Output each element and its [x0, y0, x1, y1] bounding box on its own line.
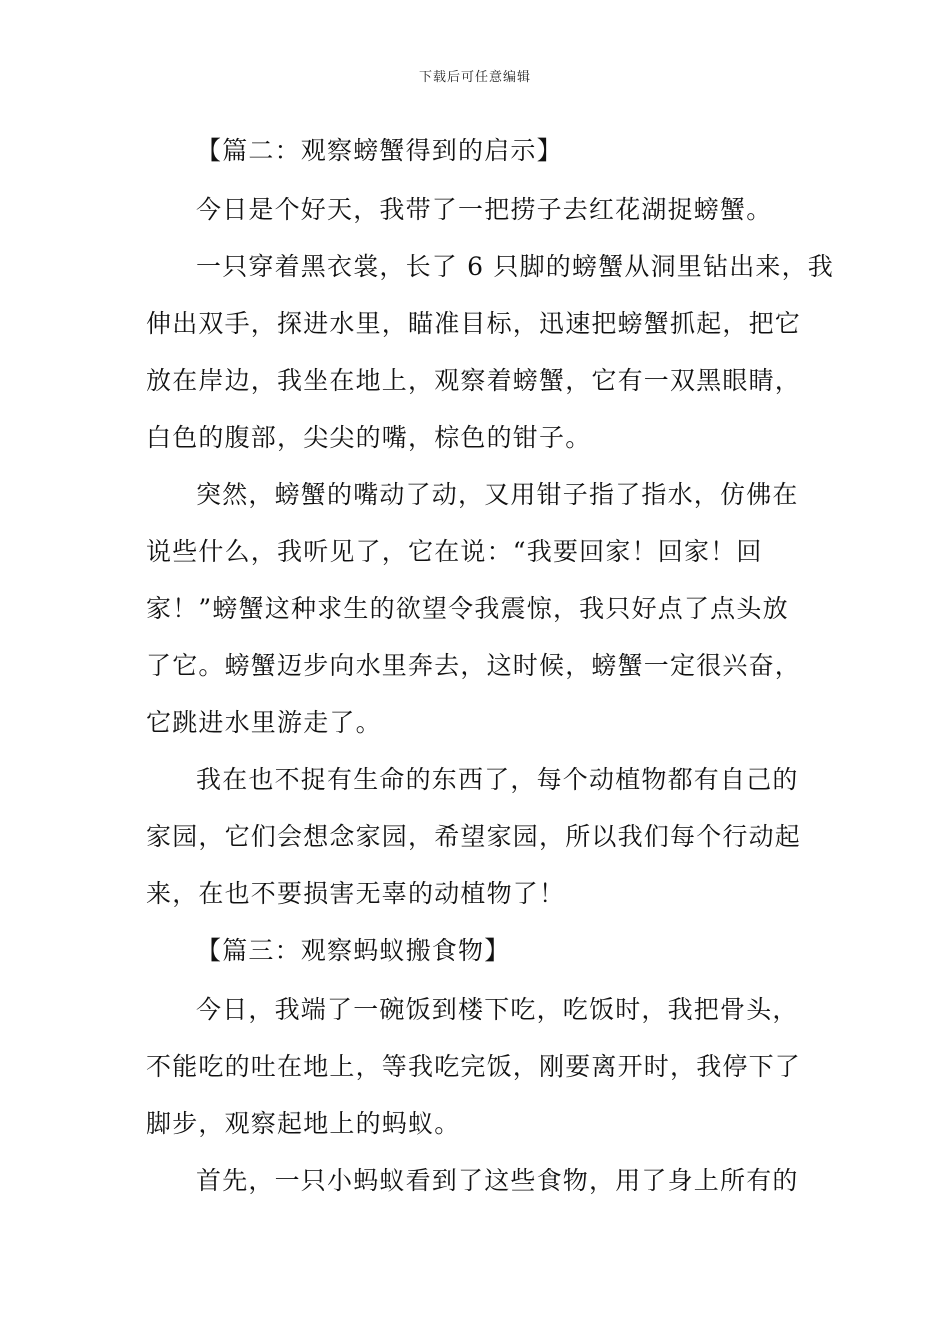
paragraph-line: 我在也不捉有生命的东西了，每个动植物都有自己的: [196, 765, 799, 794]
paragraph-line: 一只穿着黑衣裳，长了 6 只脚的螃蟹从洞里钻出来，我: [196, 252, 835, 281]
section-heading-3: 【篇三：观察蚂蚁搬食物】: [196, 936, 511, 965]
paragraph-line: 它跳进水里游走了。: [146, 708, 382, 737]
paragraph-line: 了它。螃蟹迈步向水里奔去，这时候，螃蟹一定很兴奋，: [146, 651, 802, 680]
paragraph-line: 今日，我端了一碗饭到楼下吃，吃饭时，我把骨头，: [196, 995, 799, 1024]
paragraph-line: 白色的腹部，尖尖的嘴，棕色的钳子。: [146, 423, 592, 452]
paragraph-line: 家园，它们会想念家园，希望家园，所以我们每个行动起: [146, 822, 802, 851]
paragraph-line: 来，在也不要损害无辜的动植物了！: [146, 879, 566, 908]
paragraph-line: 放在岸边，我坐在地上，观察着螃蟹，它有一双黑眼睛，: [146, 366, 802, 395]
paragraph-line: 家！”螃蟹这种求生的欲望令我震惊，我只好点了点头放: [146, 594, 789, 623]
header-note: 下载后可任意编辑: [418, 70, 531, 85]
paragraph-line: 首先，一只小蚂蚁看到了这些食物，用了身上所有的: [196, 1166, 799, 1195]
section-heading-2: 【篇二：观察螃蟹得到的启示】: [196, 136, 563, 165]
paragraph-line: 伸出双手，探进水里，瞄准目标，迅速把螃蟹抓起，把它: [146, 309, 802, 338]
paragraph-line: 今日是个好天，我带了一把捞子去红花湖捉螃蟹。: [196, 195, 773, 224]
paragraph-line: 不能吃的吐在地上，等我吃完饭，刚要离开时，我停下了: [146, 1052, 802, 1081]
paragraph-line: 突然，螃蟹的嘴动了动，又用钳子指了指水，仿佛在: [196, 480, 799, 509]
paragraph-line: 脚步，观察起地上的蚂蚁。: [146, 1109, 461, 1138]
paragraph-line: 说些什么，我听见了，它在说：“我要回家！回家！回: [146, 537, 763, 566]
